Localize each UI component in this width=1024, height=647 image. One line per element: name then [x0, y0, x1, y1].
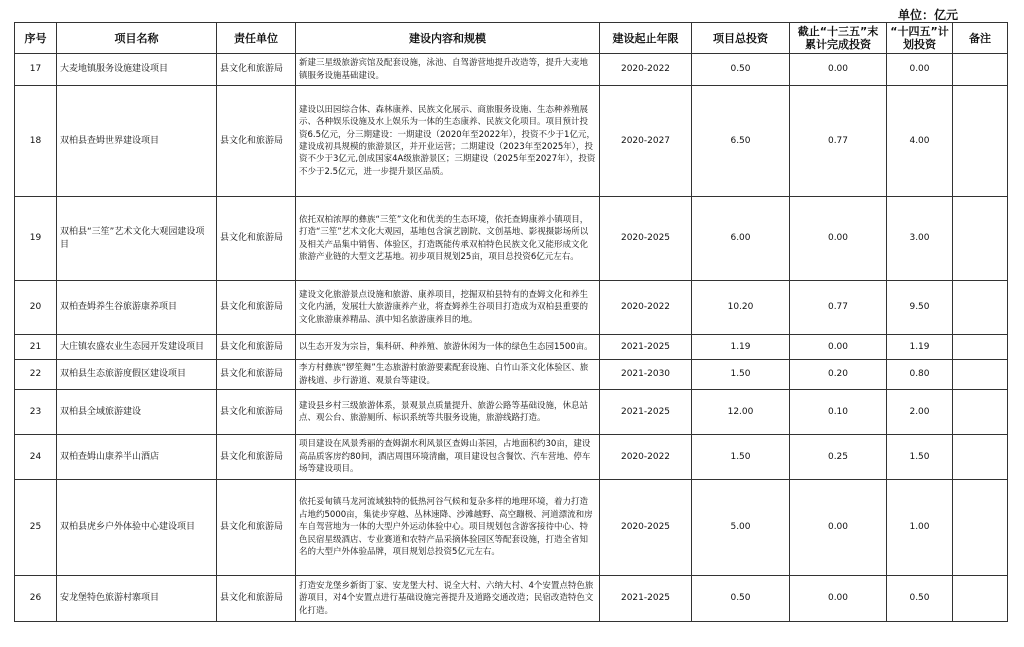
table-row: [15, 360, 1008, 390]
header-name: 项目名称: [57, 23, 217, 54]
cell-remark: [953, 86, 1008, 197]
table-row: [15, 390, 1008, 435]
cell-total-investment: 1.50: [692, 435, 790, 480]
cell-period: 2020-2022: [600, 435, 692, 480]
cell-dept: 县文化和旅游局: [217, 86, 296, 197]
cell-seq: 19: [15, 197, 57, 281]
cell-total-investment: 5.00: [692, 480, 790, 576]
table-row: [15, 480, 1008, 576]
cell-project-name: 双柏县查姆世界建设项目: [57, 86, 217, 197]
cell-dept: 县文化和旅游局: [217, 54, 296, 86]
cell-period: 2021-2025: [600, 335, 692, 360]
cell-project-name: 大庄镇农盛农业生态园开发建设项目: [57, 335, 217, 360]
header-row: [15, 23, 1008, 54]
cell-planned-investment: 1.00: [887, 480, 953, 576]
cell-completed-investment: 0.00: [790, 576, 887, 622]
cell-completed-investment: 0.00: [790, 197, 887, 281]
cell-dept: 县文化和旅游局: [217, 281, 296, 335]
cell-dept: 县文化和旅游局: [217, 435, 296, 480]
cell-content: 项目建设在风景秀丽的查姆湖水利风景区查姆山茶园，占地面积约30亩，建设高品质客房约80间，酒店周围环境清幽，项目建设包含餐饮、汽车营地、停车场等建设项目。: [296, 435, 600, 480]
cell-period: 2020-2027: [600, 86, 692, 197]
cell-content: 依托妥甸镇马龙河流域独特的低热河谷气候和复杂多样的地理环境，着力打造占地约5000亩，集徒步穿越、丛林速降、沙滩越野、高空蹦极、河道漂流和房车自驾营地为一体的大型户外运动体验中心。项目规划包含游客接待中心、特色民宿星级酒店、专业赛道和农特产品采摘体验园区等配套设施，打造全省知名的大型户外体验品牌，项目规划总投资5亿元左右。: [296, 480, 600, 576]
cell-project-name: 安龙堡特色旅游村寨项目: [57, 576, 217, 622]
cell-project-name: 双柏县虎乡户外体验中心建设项目: [57, 480, 217, 576]
cell-total-investment: 0.50: [692, 54, 790, 86]
cell-total-investment: 6.50: [692, 86, 790, 197]
cell-content: 依托双柏浓厚的彝族“三笙”文化和优美的生态环境，依托查姆康养小镇项目，打造“三笙”艺术文化大观园，基地包含演艺剧院、文创基地、影视摄影场所以及相关产品集中销售、体验区，打造既能传承双柏特色民族文化又能形成文化旅游产业链的大型文艺基地。初步项目规划25亩，项目总投资6亿元左右。: [296, 197, 600, 281]
cell-dept: 县文化和旅游局: [217, 576, 296, 622]
cell-planned-investment: 2.00: [887, 390, 953, 435]
cell-project-name: 双柏县全域旅游建设: [57, 390, 217, 435]
cell-seq: 21: [15, 335, 57, 360]
header-plan145: “十四五”计划投资: [887, 23, 953, 54]
cell-completed-investment: 0.10: [790, 390, 887, 435]
cell-dept: 县文化和旅游局: [217, 197, 296, 281]
cell-period: 2020-2022: [600, 281, 692, 335]
table-row: [15, 435, 1008, 480]
cell-total-investment: 10.20: [692, 281, 790, 335]
cell-planned-investment: 4.00: [887, 86, 953, 197]
cell-content: 以生态开发为宗旨，集科研、种养殖、旅游休闲为一体的绿色生态园1500亩。: [296, 335, 600, 360]
cell-remark: [953, 360, 1008, 390]
cell-seq: 20: [15, 281, 57, 335]
cell-project-name: 双柏县“三笙”艺术文化大观园建设项目: [57, 197, 217, 281]
header-content: 建设内容和规模: [296, 23, 600, 54]
cell-completed-investment: 0.77: [790, 86, 887, 197]
cell-total-investment: 6.00: [692, 197, 790, 281]
header-dept: 责任单位: [217, 23, 296, 54]
cell-remark: [953, 576, 1008, 622]
cell-period: 2020-2025: [600, 480, 692, 576]
cell-planned-investment: 1.50: [887, 435, 953, 480]
cell-completed-investment: 0.00: [790, 335, 887, 360]
cell-period: 2021-2025: [600, 390, 692, 435]
cell-content: 新建三星级旅游宾馆及配套设施，泳池、自驾游营地提升改造等，提升大麦地镇服务设施基础建设。: [296, 54, 600, 86]
unit-label: 单位：亿元: [897, 8, 958, 22]
cell-planned-investment: 3.00: [887, 197, 953, 281]
cell-completed-investment: 0.00: [790, 54, 887, 86]
cell-dept: 县文化和旅游局: [217, 360, 296, 390]
cell-content: 建设以田园综合体、森林康养、民族文化展示、商旅服务设施、生态种养殖展示、各种娱乐设施及水上娱乐为一体的生态康养、民族文化项目。项目预计投资6.5亿元，分三期建设：一期建设（2020年至2022年），投资不少于1亿元，建设成初具规模的旅游景区，并开业运营；二期建设（2023年至2025年），投资不少于3亿元,创成国家4A级旅游景区；三期建设（2025年至2027年），投资不少于2.5亿元，进一步提升景区品质。: [296, 86, 600, 197]
cell-seq: 17: [15, 54, 57, 86]
header-seq: 序号: [15, 23, 57, 54]
table-row: [15, 281, 1008, 335]
cell-dept: 县文化和旅游局: [217, 390, 296, 435]
cell-project-name: 双柏查姆养生谷旅游康养项目: [57, 281, 217, 335]
cell-seq: 25: [15, 480, 57, 576]
table-row: [15, 54, 1008, 86]
cell-remark: [953, 435, 1008, 480]
cell-remark: [953, 335, 1008, 360]
header-remark: 备注: [953, 23, 1008, 54]
cell-completed-investment: 0.25: [790, 435, 887, 480]
cell-remark: [953, 197, 1008, 281]
cell-remark: [953, 480, 1008, 576]
cell-remark: [953, 281, 1008, 335]
cell-total-investment: 1.50: [692, 360, 790, 390]
cell-seq: 23: [15, 390, 57, 435]
cell-seq: 26: [15, 576, 57, 622]
cell-period: 2021-2025: [600, 576, 692, 622]
header-done135: 截止“十三五”末累计完成投资: [790, 23, 887, 54]
cell-project-name: 大麦地镇服务设施建设项目: [57, 54, 217, 86]
cell-planned-investment: 1.19: [887, 335, 953, 360]
cell-period: 2021-2030: [600, 360, 692, 390]
cell-period: 2020-2025: [600, 197, 692, 281]
cell-dept: 县文化和旅游局: [217, 480, 296, 576]
cell-total-investment: 1.19: [692, 335, 790, 360]
table-row: [15, 86, 1008, 197]
cell-content: 打造安龙堡乡新街丁家、安龙堡大村、说全大村、六纳大村、4个安置点特色旅游项目，对4个安置点进行基础设施完善提升及道路交通改造；民宿改造特色文化打造。: [296, 576, 600, 622]
table-row: [15, 335, 1008, 360]
table-row: [15, 197, 1008, 281]
cell-period: 2020-2022: [600, 54, 692, 86]
table-row: [15, 576, 1008, 622]
cell-remark: [953, 54, 1008, 86]
cell-remark: [953, 390, 1008, 435]
cell-planned-investment: 9.50: [887, 281, 953, 335]
header-period: 建设起止年限: [600, 23, 692, 54]
cell-completed-investment: 0.77: [790, 281, 887, 335]
cell-seq: 24: [15, 435, 57, 480]
cell-seq: 22: [15, 360, 57, 390]
project-table: [14, 22, 1008, 622]
cell-total-investment: 0.50: [692, 576, 790, 622]
cell-seq: 18: [15, 86, 57, 197]
cell-project-name: 双柏县生态旅游度假区建设项目: [57, 360, 217, 390]
cell-project-name: 双柏查姆山康养半山酒店: [57, 435, 217, 480]
cell-dept: 县文化和旅游局: [217, 335, 296, 360]
cell-completed-investment: 0.20: [790, 360, 887, 390]
cell-content: 建设县乡村三级旅游体系，景观景点质量提升、旅游公路等基础设施，休息站点、观公台、旅游厕所、标识系统等共服务设施，旅游线路打造。: [296, 390, 600, 435]
header-total: 项目总投资: [692, 23, 790, 54]
cell-content: 李方村彝族“锣笙舞”生态旅游村旅游要素配套设施、白竹山茶文化体验区、旅游栈道、步行游道、观景台等建设。: [296, 360, 600, 390]
cell-planned-investment: 0.80: [887, 360, 953, 390]
cell-content: 建设文化旅游景点设施和旅游、康养项目，挖掘双柏县特有的查姆文化和养生文化内涵，发展壮大旅游康养产业，将查姆养生谷项目打造成为双柏县重要的文化旅游康养精品、滇中知名旅游康养目的地。: [296, 281, 600, 335]
cell-total-investment: 12.00: [692, 390, 790, 435]
cell-completed-investment: 0.00: [790, 480, 887, 576]
cell-planned-investment: 0.50: [887, 576, 953, 622]
cell-planned-investment: 0.00: [887, 54, 953, 86]
